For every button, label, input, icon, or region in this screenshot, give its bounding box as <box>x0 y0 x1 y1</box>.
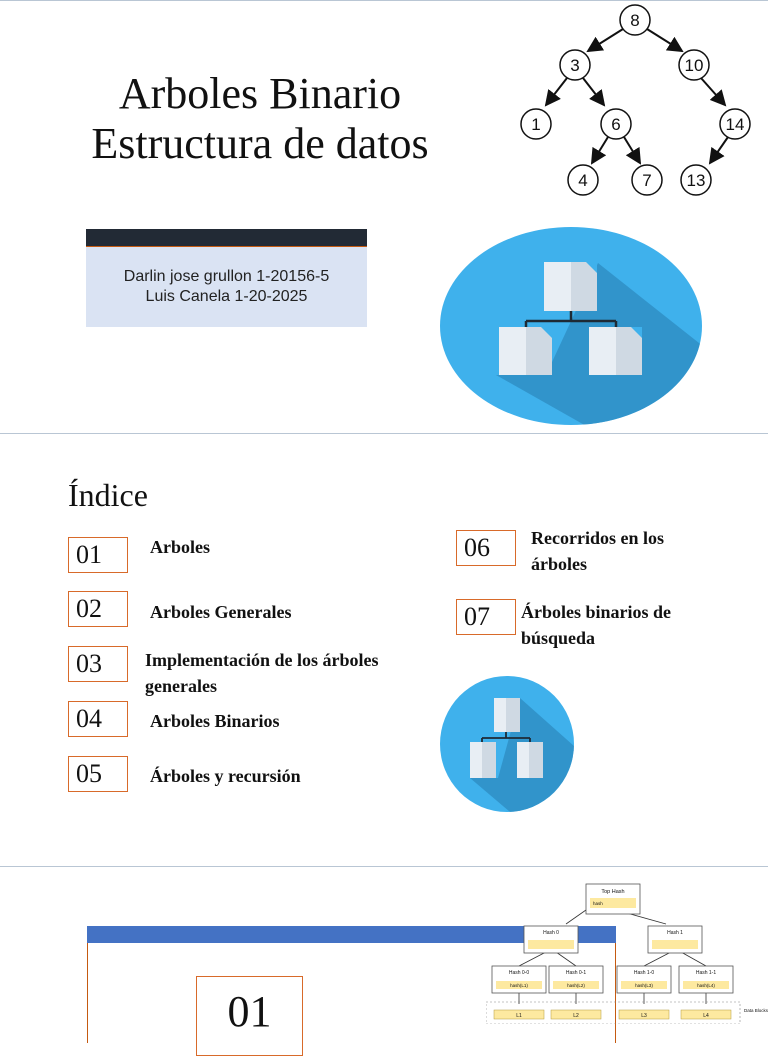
title-line-1: Arboles Binario <box>118 69 402 118</box>
index-item-busqueda[interactable]: Árboles binarios de búsqueda <box>521 602 672 648</box>
index-number: 03 <box>68 646 128 682</box>
index-number: 02 <box>68 591 128 627</box>
tree-node-label: 7 <box>642 171 652 190</box>
hierarchy-icon <box>438 227 704 427</box>
tree-node-label: 6 <box>611 115 621 134</box>
tree-node-label: 10 <box>684 56 704 75</box>
merkle-node-label: Hash 0 <box>543 930 559 936</box>
merkle-cell: hash(L3) <box>635 983 653 988</box>
data-block-label: L1 <box>516 1013 522 1019</box>
slide-title[interactable] <box>0 1 768 433</box>
merkle-node-label: Hash 1-0 <box>633 970 655 976</box>
tree-node-label: 14 <box>725 115 745 134</box>
merkle-node-label: Hash 0-1 <box>565 970 587 976</box>
author-box <box>86 229 367 327</box>
author-line: Luis Canela 1-20-2025 <box>145 288 308 305</box>
merkle-cell: hash(L1) <box>510 983 528 988</box>
merkle-top-label: Top Hash <box>601 889 625 895</box>
author-line: Darlin jose grullon 1-20156-5 <box>123 268 330 285</box>
index-item-recorridos[interactable]: Recorridos en los árboles <box>531 528 664 574</box>
tree-node-label: 8 <box>630 11 640 30</box>
index-item-implementacion[interactable]: Implementación de los árboles generales <box>145 650 379 696</box>
tree-node-label: 3 <box>570 56 580 75</box>
author-header-bar <box>86 229 367 247</box>
merkle-node-label: Hash 1 <box>667 930 683 936</box>
slide-title-heading <box>40 69 480 169</box>
tree-node-label: 13 <box>686 171 706 190</box>
index-item-recursion[interactable]: Árboles y recursión <box>150 766 301 786</box>
index-item-arboles-binarios[interactable]: Arboles Binarios <box>150 711 280 731</box>
data-blocks-caption: Data Blocks <box>744 1008 768 1013</box>
data-block-label: L2 <box>573 1013 579 1019</box>
index-number: 07 <box>456 599 516 635</box>
merkle-node-label: Hash 0-0 <box>508 970 530 976</box>
author-list <box>86 267 367 307</box>
index-number: 05 <box>68 756 128 792</box>
index-title: Índice <box>68 477 148 513</box>
title-line-2: Estructura de datos <box>91 119 429 168</box>
merkle-cell: hash(L2) <box>567 983 585 988</box>
hierarchy-icon <box>440 676 574 812</box>
merkle-cell: hash <box>593 901 603 906</box>
index-item-arboles[interactable]: Arboles <box>150 537 210 557</box>
tree-node-label: 4 <box>578 171 588 190</box>
data-block-label: L3 <box>641 1013 647 1019</box>
index-number: 01 <box>68 537 128 573</box>
merkle-tree-diagram <box>486 880 768 1024</box>
index-item-arboles-generales[interactable]: Arboles Generales <box>150 602 292 622</box>
merkle-node-label: Hash 1-1 <box>695 970 717 976</box>
index-number: 04 <box>68 701 128 737</box>
data-block-label: L4 <box>703 1013 709 1019</box>
section-number: 01 <box>196 976 303 1056</box>
merkle-cell: hash(L4) <box>697 983 715 988</box>
tree-node-label: 1 <box>531 115 541 134</box>
binary-tree-diagram <box>500 1 768 201</box>
index-number: 06 <box>456 530 516 566</box>
